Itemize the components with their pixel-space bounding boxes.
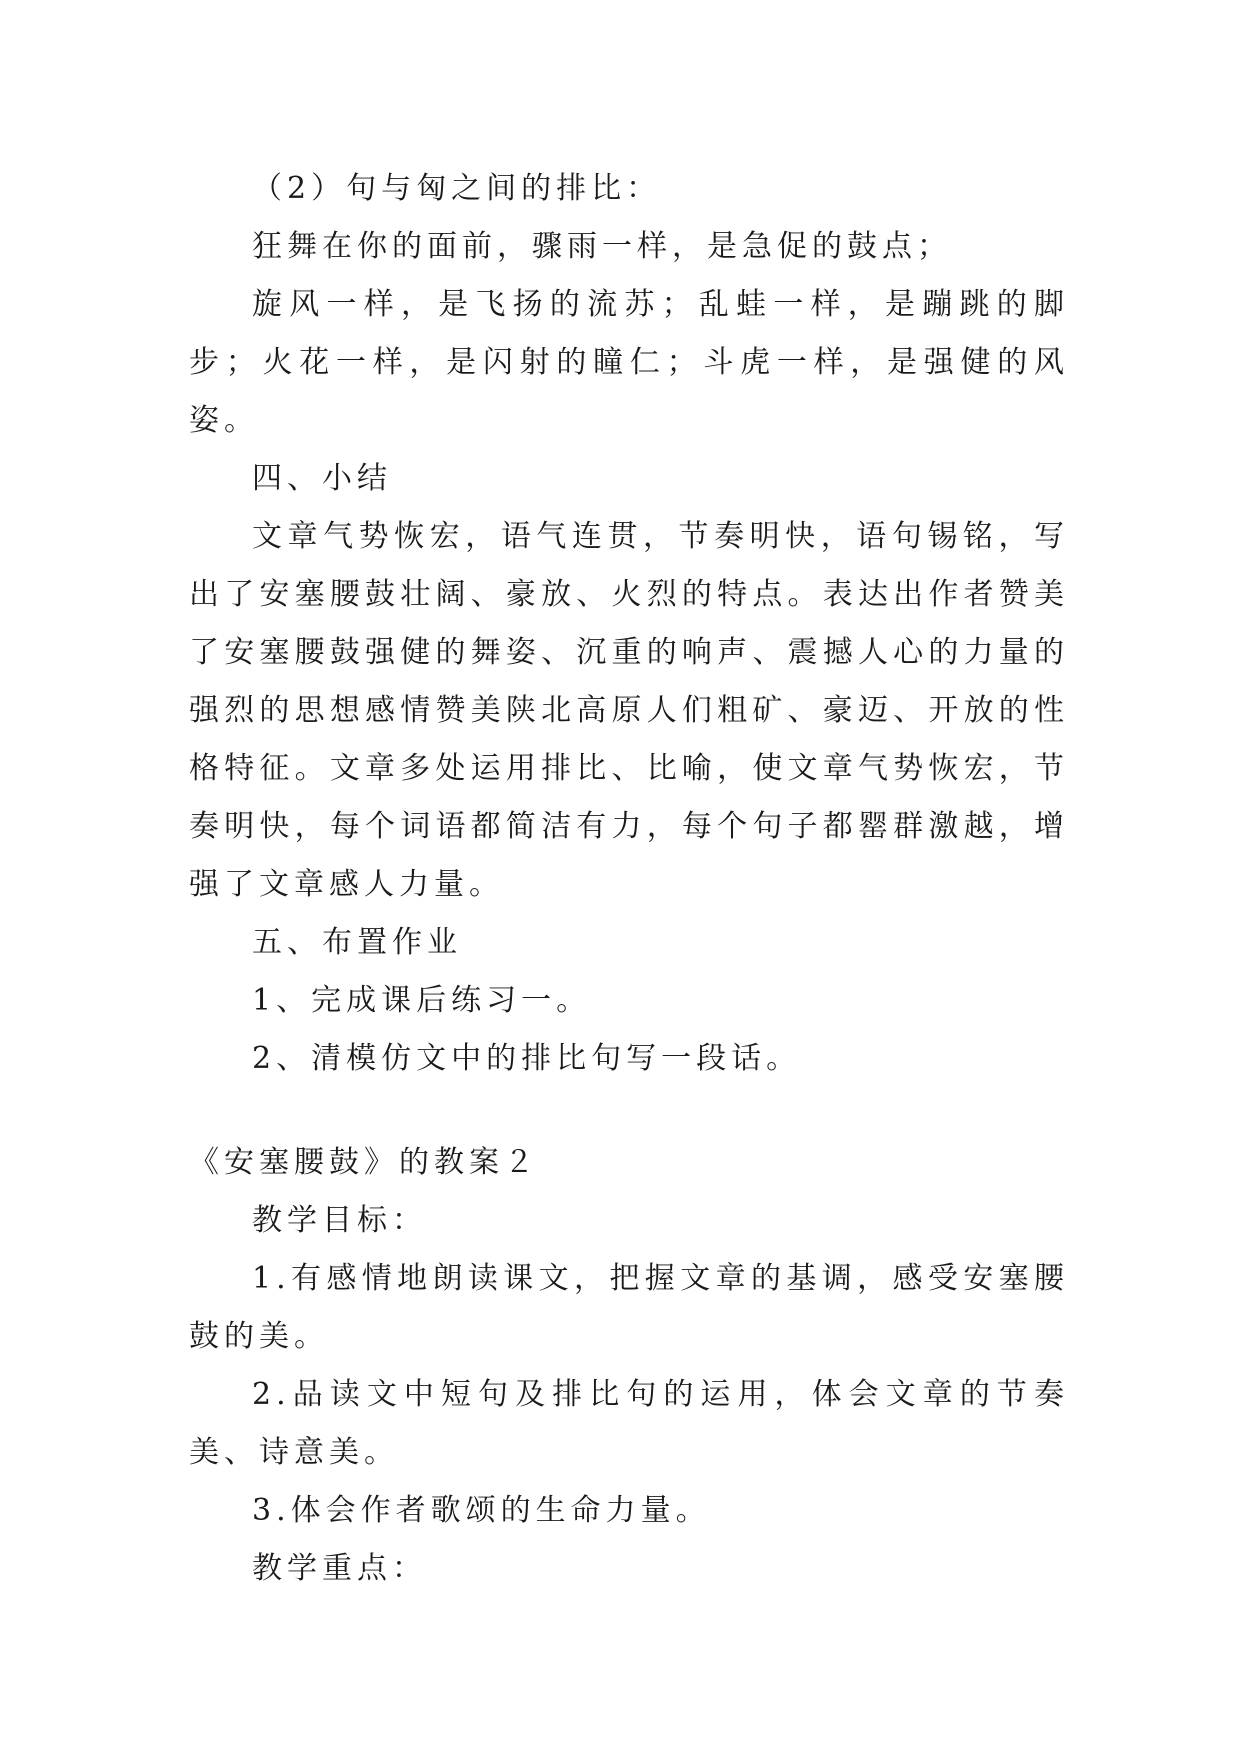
goal-item-1: 1.有感情地朗读课文，把握文章的基调，感受安塞腰鼓的美。 [189,1261,1069,1354]
homework-item-2: 2、清模仿文中的排比句写一段话。 [252,1041,802,1076]
heading-teaching-goals: 教学目标： [252,1203,427,1238]
paragraph-summary: 文章气势恢宏，语气连贯，节奏明快，语句锡铭，写出了安塞腰鼓壮阔、豪放、火烈的特点。表达出作者赞美了安塞腰鼓强健的舞姿、沉重的响声、震撼人心的力量的强烈的思想感情赞美陕北高原人们粗矿、豪迈、开放的性格特征。文章多处运用排比、比喻，使文章气势恢宏，节奏明快，每个词语都简洁有力，每个句子都罂群激越，增强了文章感人力量。 [189,519,1069,902]
homework-item-1: 1、完成课后练习一。 [252,983,592,1018]
document-page [189,160,1069,1598]
paragraph-quote-line-2: 旋风一样，是飞扬的流苏；乱蛙一样，是蹦跳的脚步；火花一样，是闪射的瞳仁；斗虎一样，是强健的风姿。 [189,287,1069,438]
heading-summary: 四、小结 [252,461,392,496]
paragraph-quote-line-1: 狂舞在你的面前，骤雨一样，是急促的鼓点； [252,229,952,264]
heading-teaching-focus: 教学重点： [252,1551,427,1586]
goal-item-3: 3.体会作者歌颂的生命力量。 [252,1493,711,1528]
section-spacer [189,1088,1069,1134]
paragraph-parallelism-heading: （2）句与匈之间的排比： [252,171,662,206]
heading-homework: 五、布置作业 [252,925,462,960]
goal-item-2: 2.品读文中短句及排比句的运用，体会文章的节奏美、诗意美。 [189,1377,1069,1470]
section-title: 《安塞腰鼓》的教案２ [189,1145,539,1180]
